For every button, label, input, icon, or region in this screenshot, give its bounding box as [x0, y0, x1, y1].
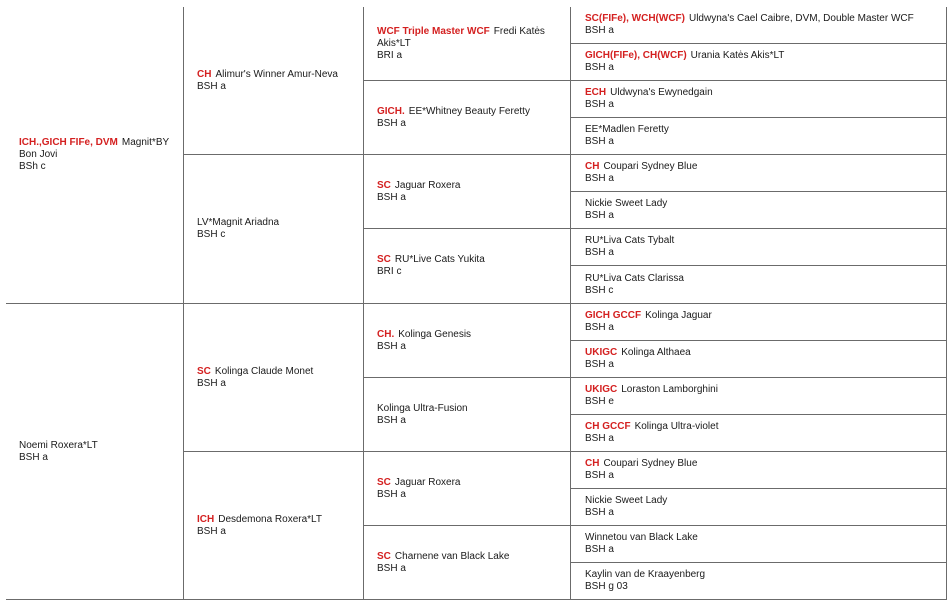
cat-title-name: [197, 69, 351, 81]
generation-3-cell: [364, 229, 571, 304]
cat-name: EE*Madlen Feretty: [585, 124, 669, 135]
cat-name: RU*Live Cats Yukita: [394, 254, 485, 265]
cat-title: UKIGC: [585, 384, 618, 395]
cat-name: Jaguar Roxera: [394, 476, 461, 488]
cat-title-name: [585, 347, 934, 359]
cat-title: SC: [197, 365, 211, 377]
generation-4-cell: [571, 452, 947, 489]
generation-2-cell: [184, 7, 364, 155]
cat-title-name: [585, 421, 934, 433]
cat-title: GICH.: [377, 105, 405, 117]
cat-title: SC(FIFe), WCH(WCF): [585, 13, 685, 24]
cat-title-name: [585, 310, 934, 322]
cat-title-name: [585, 458, 934, 470]
generation-4-cell: [571, 81, 947, 118]
cat-title-name: [585, 495, 934, 507]
generation-4-cell: [571, 118, 947, 155]
generation-2-cell: [184, 304, 364, 452]
cat-title-name: [585, 384, 934, 396]
cat-breed: BSh c: [19, 161, 46, 172]
generation-4-cell: [571, 304, 947, 341]
cat-breed: BSH a: [585, 433, 614, 444]
generation-1-cell: [6, 304, 184, 600]
cat-title-name: [197, 217, 351, 229]
cat-name: RU*Liva Cats Clarissa: [585, 272, 684, 284]
cat-title-name: [197, 366, 351, 378]
generation-3-cell: [364, 378, 571, 452]
generation-2-cell: [184, 452, 364, 600]
cat-name: Alimur's Winner Amur-Neva: [215, 68, 338, 80]
cat-name: Magnit*BY Bon Jovi: [19, 137, 169, 160]
cat-name: Nickie Sweet Lady: [585, 495, 668, 506]
generation-4-cell: [571, 489, 947, 526]
cat-title: ECH: [585, 87, 607, 98]
cat-breed: BSH a: [585, 25, 614, 36]
generation-4-cell: [571, 7, 947, 44]
cat-breed: BSH a: [585, 62, 614, 73]
generation-3-cell: [364, 304, 571, 378]
generation-3-cell: [364, 7, 571, 81]
generation-1-cell: [6, 7, 184, 304]
cat-breed: BSH a: [197, 80, 226, 92]
cat-breed: BSH a: [585, 210, 614, 221]
generation-4-cell: [571, 378, 947, 415]
cat-name: Kolinga Jaguar: [645, 310, 712, 321]
generation-4-cell: [571, 526, 947, 563]
cat-breed: BSH a: [377, 414, 406, 426]
cat-title: CH GCCF: [585, 421, 631, 432]
cat-breed: BSH a: [585, 359, 614, 370]
cat-name: Noemi Roxera*LT: [19, 439, 98, 451]
cat-breed: BSH c: [197, 229, 226, 240]
cat-breed: BSH a: [197, 525, 226, 537]
cat-breed: BSH a: [585, 247, 614, 258]
cat-name: Nickie Sweet Lady: [585, 198, 668, 209]
cat-title: CH.: [377, 328, 395, 340]
cat-name: Kolinga Ultra-violet: [634, 421, 719, 432]
cat-title: GICH(FIFe), CH(WCF): [585, 50, 687, 61]
generation-3-cell: [364, 526, 571, 600]
cat-breed: BSH a: [377, 562, 406, 574]
generation-4-cell: [571, 415, 947, 452]
cat-title-name: [377, 403, 558, 415]
cat-title-name: [377, 477, 558, 489]
cat-name: Jaguar Roxera: [394, 179, 461, 191]
cat-name: Uldwyna's Cael Caibre, DVM, Double Master WCF: [688, 13, 914, 24]
cat-name: Kolinga Genesis: [398, 328, 472, 340]
cat-title-name: [585, 569, 934, 581]
cat-title-name: [585, 13, 934, 25]
cat-title-name: [19, 137, 171, 161]
cat-title: CH: [585, 161, 600, 172]
cat-name: Kolinga Ultra-Fusion: [377, 402, 468, 414]
cat-title-name: [585, 50, 934, 62]
cat-title: SC: [377, 550, 391, 562]
cat-title-name: [377, 254, 558, 266]
cat-breed: BSH e: [585, 396, 614, 407]
cat-breed: BSH a: [585, 544, 614, 555]
cat-breed: BSH a: [585, 136, 614, 147]
cat-title-name: [377, 106, 558, 118]
cat-title-name: [377, 180, 558, 192]
cat-breed: BRI a: [377, 49, 403, 61]
cat-breed: BSH a: [19, 451, 48, 463]
cat-title-name: [197, 514, 351, 526]
cat-title: GICH GCCF: [585, 310, 642, 321]
cat-breed: BSH a: [197, 377, 226, 389]
cat-title: SC: [377, 254, 391, 265]
generation-4-cell: [571, 341, 947, 378]
cat-breed: BRI c: [377, 266, 402, 277]
generation-2-cell: [184, 155, 364, 304]
cat-breed: BSH g 03: [585, 581, 628, 592]
cat-name: LV*Magnit Ariadna: [197, 217, 280, 228]
cat-title-name: [377, 26, 558, 50]
cat-title-name: [377, 551, 558, 563]
cat-name: Coupari Sydney Blue: [603, 161, 698, 172]
cat-title: WCF Triple Master WCF: [377, 25, 490, 37]
cat-breed: BSH a: [585, 507, 614, 518]
generation-4-cell: [571, 44, 947, 81]
cat-title: UKIGC: [585, 347, 618, 358]
cat-title-name: [377, 329, 558, 341]
cat-breed: BSH a: [377, 488, 406, 500]
generation-3-cell: [364, 155, 571, 229]
cat-name: RU*Liva Cats Tybalt: [585, 235, 675, 246]
cat-title-name: [19, 440, 171, 452]
cat-name: Kolinga Althaea: [621, 347, 691, 358]
cat-name: Charnene van Black Lake: [394, 550, 510, 562]
cat-breed: BSH a: [585, 470, 614, 481]
cat-name: Urania Katės Akis*LT: [690, 50, 785, 61]
cat-title: CH: [585, 458, 600, 469]
cat-breed: BSH a: [377, 340, 406, 352]
cat-name: Kaylin van de Kraayenberg: [585, 569, 706, 580]
generation-4-cell: [571, 229, 947, 266]
cat-title-name: [585, 235, 934, 247]
cat-name: EE*Whitney Beauty Feretty: [408, 105, 530, 117]
cat-title-name: [585, 532, 934, 544]
cat-title-name: [585, 273, 934, 285]
generation-4-cell: [571, 563, 947, 600]
cat-breed: BSH a: [585, 322, 614, 333]
cat-breed: BSH a: [585, 99, 614, 110]
generation-3-cell: [364, 81, 571, 155]
cat-breed: BSH c: [585, 284, 614, 296]
cat-title: CH: [197, 68, 212, 80]
cat-breed: BSH a: [377, 117, 406, 129]
cat-name: Fredi Katės Akis*LT: [377, 25, 545, 49]
generation-4-cell: [571, 266, 947, 304]
cat-name: Loraston Lamborghini: [621, 384, 718, 395]
cat-title: ICH.,GICH FIFe, DVM: [19, 137, 118, 148]
cat-name: Winnetou van Black Lake: [585, 532, 698, 543]
cat-title: ICH: [197, 513, 215, 525]
cat-title: SC: [377, 476, 391, 488]
cat-title-name: [585, 124, 934, 136]
cat-name: Coupari Sydney Blue: [603, 458, 698, 469]
cat-title-name: [585, 161, 934, 173]
cat-breed: BSH a: [377, 191, 406, 203]
generation-4-cell: [571, 155, 947, 192]
cat-breed: BSH a: [585, 173, 614, 184]
cat-name: Kolinga Claude Monet: [214, 365, 314, 377]
cat-name: Desdemona Roxera*LT: [218, 513, 322, 525]
generation-3-cell: [364, 452, 571, 526]
cat-name: Uldwyna's Ewynedgain: [610, 87, 713, 98]
cat-title-name: [585, 198, 934, 210]
cat-title-name: [585, 87, 934, 99]
cat-title: SC: [377, 179, 391, 191]
generation-4-cell: [571, 192, 947, 229]
